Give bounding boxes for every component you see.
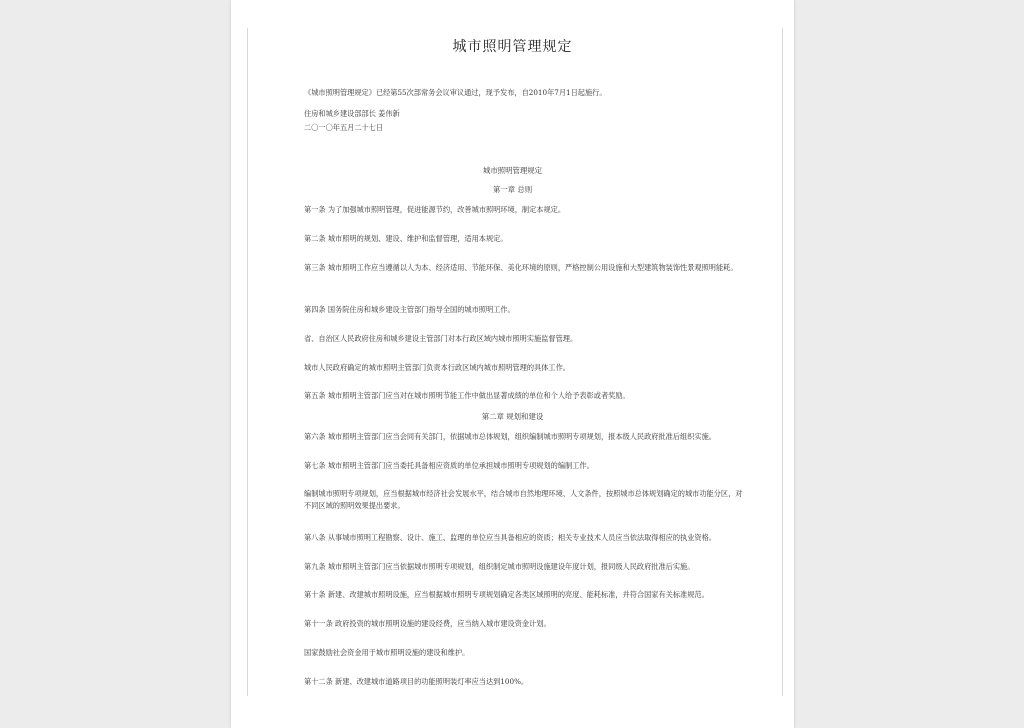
article-11-para-2: 国家鼓励社会资金用于城市照明设施的建设和维护。 — [304, 648, 470, 657]
document-title: 城市照明管理规定 — [452, 39, 573, 55]
article-7: 第七条 城市照明主管部门应当委托具备相应资质的单位承担城市照明专项规划的编制工作。 — [304, 461, 594, 470]
article-3: 第三条 城市照明工作应当遵循以人为本、经济适用、节能环保、美化环境的原则，严格控制公用设施和大型建筑物装饰性景观照明能耗。 — [304, 263, 738, 272]
article-10: 第十条 新建、改建城市照明设施，应当根据城市照明专项规划确定各类区域照明的亮度、能耗标准，并符合国家有关标准规范。 — [304, 590, 709, 599]
article-4-para-2: 省、自治区人民政府住房和城乡建设主管部门对本行政区域内城市照明实施监督管理。 — [304, 334, 578, 343]
article-11: 第十一条 政府投资的城市照明设施的建设经费，应当纳入城市建设资金计划。 — [304, 619, 551, 628]
signer-text: 住房和城乡建设部部长 姜伟新 — [304, 109, 400, 118]
date-text: 二〇一〇年五月二十七日 — [304, 123, 384, 132]
article-2: 第二条 城市照明的规划、建设、维护和监督管理，适用本规定。 — [304, 234, 508, 243]
chapter-2-heading: 第二章 规划和建设 — [481, 412, 544, 421]
article-6: 第六条 城市照明主管部门应当会同有关部门，依据城市总体规划，组织编制城市照明专项规划，报本级人民政府批准后组织实施。 — [304, 432, 716, 441]
regulation-subtitle: 城市照明管理规定 — [482, 166, 543, 175]
article-1: 第一条 为了加强城市照明管理，促进能源节约，改善城市照明环境，制定本规定。 — [304, 205, 566, 214]
article-4-para-3: 城市人民政府确定的城市照明主管部门负责本行政区域内城市照明管理的具体工作。 — [304, 363, 570, 372]
document-page — [231, 0, 794, 728]
intro-text: 《城市照明管理规定》已经第55次部常务会议审议通过，现予发布，自2010年7月1日起施行。 — [304, 88, 607, 97]
article-4: 第四条 国务院住房和城乡建设主管部门指导全国的城市照明工作。 — [304, 305, 515, 314]
article-7-para-2: 编制城市照明专项规划，应当根据城市经济社会发展水平，结合城市自然地理环境、人文条件，按照城市总体规划确定的城市功能分区，对不同区域的照明效果提出要求。 — [304, 489, 743, 510]
article-12: 第十二条 新建、改建城市道路项目的功能照明装灯率应当达到100%。 — [304, 677, 529, 686]
page-right-border — [782, 28, 783, 696]
article-5: 第五条 城市照明主管部门应当对在城市照明节能工作中做出显著成绩的单位和个人给予表彰或者奖励。 — [304, 391, 630, 400]
chapter-1-heading: 第一章 总则 — [492, 185, 533, 194]
article-9: 第九条 城市照明主管部门应当依据城市照明专项规划，组织制定城市照明设施建设年度计划，报同级人民政府批准后实施。 — [304, 562, 695, 571]
page-left-border — [247, 28, 248, 696]
article-8: 第八条 从事城市照明工程勘察、设计、施工、监理的单位应当具备相应的资质；相关专业技术人员应当依法取得相应的执业资格。 — [304, 533, 716, 542]
